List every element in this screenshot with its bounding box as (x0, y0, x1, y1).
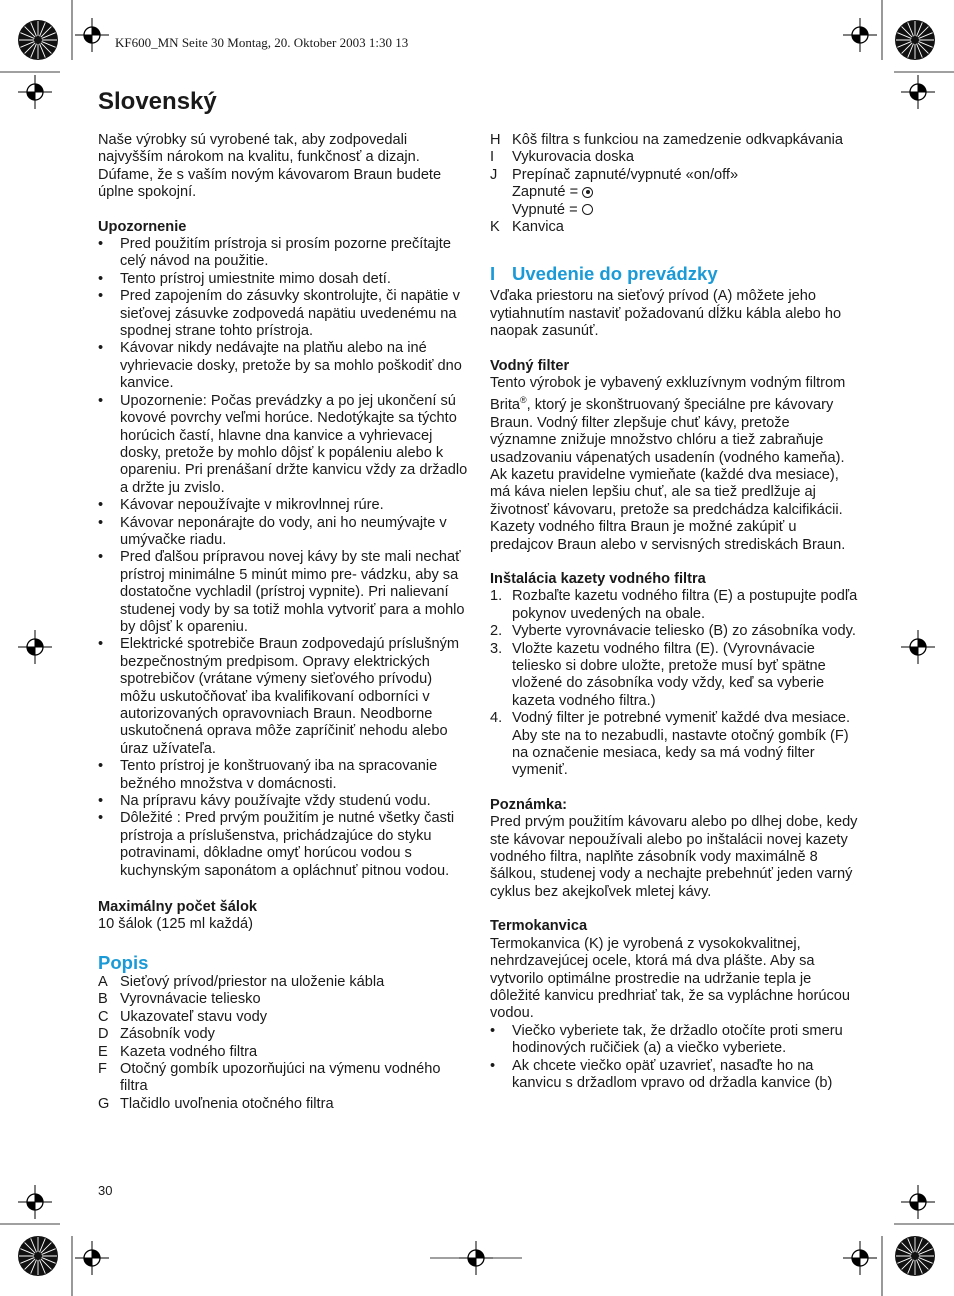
print-header: KF600_MN Seite 30 Montag, 20. Oktober 2003 1:30 13 (115, 35, 409, 50)
thermo-paragraph: Termokanvica (K) je vyrobená z vysokokvalitnej, nehrdzavejúcej ocele, ktorá má dva plášte. Aby sa vytvorilo optimálne prostredie na udržanie tepla je dôležité kanvicu predhriať tak, že sa vypláchne horúcou vodou. (490, 935, 850, 1022)
intro-paragraph: Naše výrobky sú vyrobené tak, aby zodpovedali najvyšším nárokom na kvalitu, funkčnosť a dizajn. Dúfame, že s vaším novým kávovarom Braun budete úplne spokojní. (98, 132, 442, 201)
note-heading: Poznámka: (490, 796, 568, 813)
max-cups-heading: Maximálny počet šálok (98, 899, 257, 916)
list-item: • Kávovar nikdy nedávajte na platňu alebo na iné vyhrievacie dosky, pretože by sa mohlo poškodiť dno kanvice. (98, 340, 468, 392)
part-item: G Tlačidlo uvoľnenia otočného filtra (98, 1095, 334, 1112)
part-item: A Sieťový prívod/priestor na uloženie kábla (98, 973, 385, 990)
parts-list-continued (490, 132, 858, 236)
list-item: • Upozornenie: Počas prevádzky a po jej ukončení sú kovové povrchy veľmi horúce. Nedotýkajte sa týchto horúcich častí, hlavne dna kanvice a vyhrievacej dosky, pretože by mohlo dôjsť k popáleniu alebo k opareniu. Pri prenášaní držte kanvicu vždy za držadlo a držte ju zvislo. (98, 393, 468, 497)
install-heading: Inštalácia kazety vodného filtra (490, 570, 706, 587)
power-off-icon (582, 204, 593, 215)
water-filter-paragraph: Tento výrobok je vybavený exkluzívnym vodným filtrom Brita®, ktorý je skonštruovaný špeciálne pre kávovary Braun. Vodný filter zlepšuje chuť kávy, pretože významne znižuje množstvo chlóru a tiež zabraňuje usadzovaniu vápenatých usadenín (vodného kameňa). Ak kazetu pravidelne vymieňate (každé dva mesiace), má káva nielen lepšiu chuť, ale sa tiež predlžuje aj životnosť kávovaru, pretože sa predchádza kalcifikácii. Kazety vodného filtra Braun je možné zakúpiť u predajcov Braun alebo v servisných strediskách Braun. (490, 375, 846, 553)
right-column (490, 132, 858, 1092)
part-item: H Kôš filtra s funkciou na zamedzenie odkvapkávania (490, 132, 843, 148)
list-item: • Kávovar neponárajte do vody, ani ho neumývajte v umývačke riadu. (98, 515, 468, 550)
install-steps (490, 588, 858, 779)
list-item: • Tento prístroj je konštruovaný iba na spracovanie bežného množstva v domácnosti. (98, 758, 468, 793)
part-item: B Vyrovnávacie teliesko (98, 991, 261, 1008)
list-item: • Dôležité : Pred prvým použitím je nutné všetky časti prístroja a príslušenstva, prichádzajúce do styku potravinami, dôkladne omyť horúcou vodou s kuchynským saponátom a opláchnuť pitnou vodou. (98, 810, 468, 880)
part-item: E Kazeta vodného filtra (98, 1043, 258, 1060)
warning-heading: Upozornenie (98, 218, 187, 235)
list-item: • Elektrické spotrebiče Braun zodpovedajú príslušným bezpečnostným predpisom. Opravy elektrických spotrebičov (vrátane výmeny sieťového prívodu) môžu uskutočňovať iba kvalifikovaní odborníci v autorizovaných opravovniach Braun. Neodborne uskutočnená oprava môže zapríčiniť nehodu alebo úraz užívateľa. (98, 636, 468, 758)
list-item: • Viečko vyberiete tak, že držadlo otočíte proti smeru hodinových ručičiek (a) a viečko vyberiete. (490, 1023, 858, 1058)
switch-off-row: Vypnuté = (490, 202, 858, 219)
step-item: 3. Vložte kazetu vodného filtra (E). (Vyrovnávacie teliesko si dobre uložte, pretože musí byť spätne vložené do zásobníka vody vždy, keď sa vyberie kazeta vodného filtra.) (490, 640, 826, 709)
setup-heading: I Uvedenie do prevádzky (490, 263, 718, 285)
thermo-list (490, 1023, 858, 1093)
max-cups-text: 10 šálok (125 ml každá) (98, 916, 253, 933)
step-item: 1. Rozbaľte kazetu vodného filtra (E) a postupujte podľa pokynov uvedených na obale. (490, 588, 858, 622)
list-item: • Pred použitím prístroja si prosím pozorne prečítajte celý návod na použitie. (98, 236, 468, 271)
description-heading: Popis (98, 951, 149, 973)
part-item: F Otočný gombík upozorňujúci na výmenu vodného filtra (98, 1060, 441, 1095)
page-number: 30 (98, 1183, 113, 1198)
list-item: • Kávovar nepoužívajte v mikrovlnnej rúre. (98, 497, 468, 514)
left-column (98, 132, 468, 1113)
part-item: K Kanvica (490, 219, 564, 236)
power-on-icon (582, 187, 593, 198)
part-item: J Prepínač zapnuté/vypnuté «on/off» (490, 166, 739, 183)
thermo-heading: Termokanvica (490, 918, 588, 935)
switch-on-row: Zapnuté = (490, 184, 858, 201)
water-filter-heading: Vodný filter (490, 357, 570, 374)
note-paragraph: Pred prvým použitím kávovaru alebo po dlhej dobe, kedy ste kávovar nepoužívali alebo po inštalácii novej kazety vodného filtra, naplňte zásobník vody maximálně 8 šálkou, studenej vody a nechajte prebehnúť jeden varný cyklus bez akejkoľvek mletej kávy. (490, 814, 858, 900)
part-item: D Zásobník vody (98, 1026, 215, 1043)
list-item: • Pred zapojením do zásuvky skontrolujte, či napätie v sieťovej zásuvke zodpovedá napätiu uvedenému na spodnej strane tohto prístroja. (98, 288, 468, 340)
list-item: • Na prípravu kávy používajte vždy studenú vodu. (98, 793, 468, 810)
setup-paragraph: Vďaka priestoru na sieťový prívod (A) môžete jeho vytiahnutím nastaviť požadovanú dĺžku kábla alebo ho naopak zasunúť. (490, 288, 842, 340)
list-item: • Ak chcete viečko opäť uzavrieť, nasaďte ho na kanvicu s držadlom vpravo od držadla kanvice (b) (490, 1058, 858, 1093)
part-item: I Vykurovacia doska (490, 149, 634, 166)
step-item: 4. Vodný filter je potrebné vymeniť každé dva mesiace. Aby ste na to nezabudli, nastavte otočný gombík (F) na označenie mesiaca, kedy sa má vodný filter vymeniť. (490, 710, 851, 779)
list-item: • Pred ďalšou prípravou novej kávy by ste mali nechať prístroj minimálne 5 minút mimo pre- vádzku, aby sa dostatočne vychladil (prístroj vypnite). Pri nalievaní studenej vody by sa totiž mohla vytvoriť para a mohlo by dôjsť k opareniu. (98, 549, 468, 636)
warning-list (98, 236, 468, 880)
part-item: C Ukazovateľ stavu vody (98, 1008, 268, 1025)
list-item: • Tento prístroj umiestnite mimo dosah detí. (98, 271, 468, 288)
parts-list (98, 974, 468, 1113)
step-item: 2. Vyberte vyrovnávacie teliesko (B) zo zásobníka vody. (490, 623, 856, 640)
page-title: Slovenský (98, 88, 217, 115)
